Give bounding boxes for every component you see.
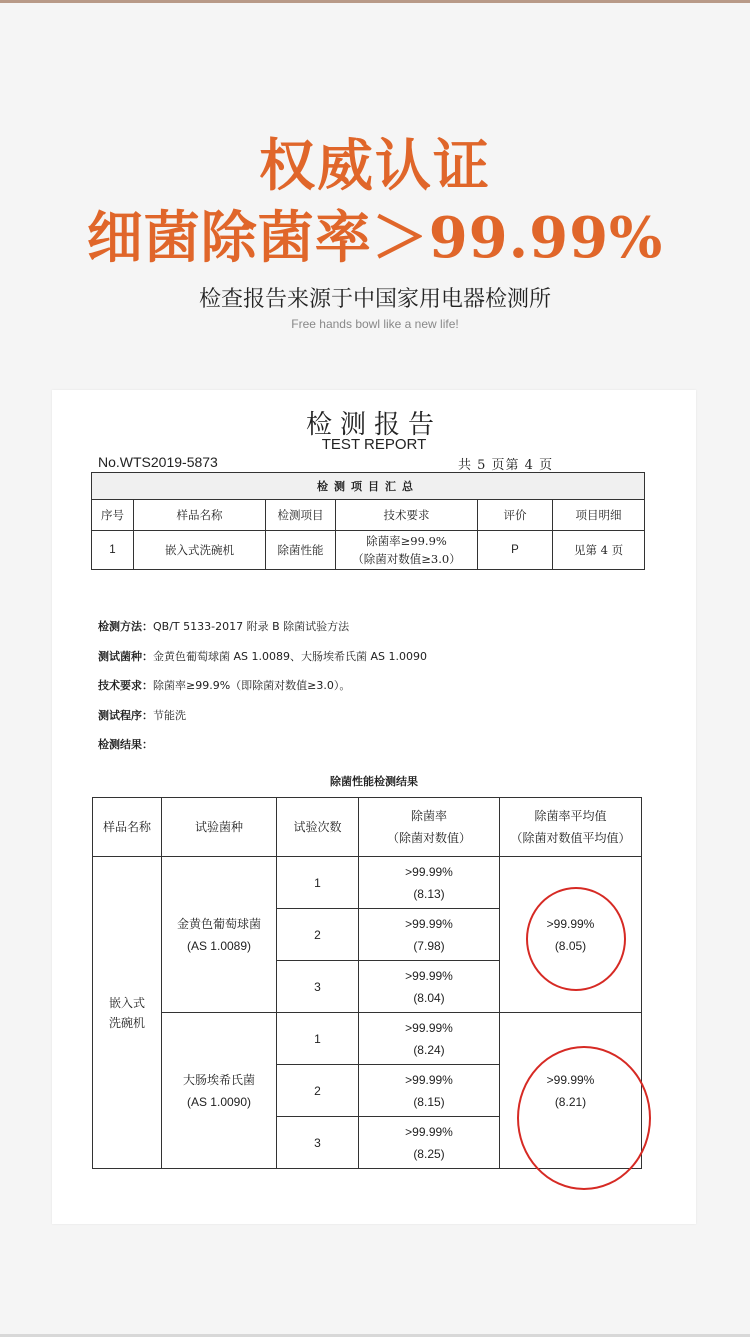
headline-authority: 权威认证 — [259, 133, 491, 199]
summary-detail: 见第 4 页 — [553, 531, 645, 570]
summary-sample: 嵌入式洗碗机 — [134, 531, 266, 570]
summary-evaluation: P — [478, 531, 553, 570]
trial-result — [359, 909, 500, 961]
tech-label: 技术要求： — [98, 679, 153, 692]
trial-result — [359, 1065, 500, 1117]
summary-table — [91, 472, 645, 570]
tagline: Free hands bowl like a new life! — [291, 317, 459, 331]
summary-requirement — [336, 531, 478, 570]
test-strain-line — [98, 648, 427, 664]
highlight-circle — [526, 887, 626, 991]
avg-log-header: （除菌对数值平均值） — [510, 831, 631, 845]
strain-name: 金黄色葡萄球菌 — [176, 916, 261, 931]
sample-name-cell: 嵌入式洗碗机 — [93, 857, 162, 1169]
column-header: 评价 — [478, 500, 553, 531]
trial-log: (8.15) — [413, 1094, 445, 1109]
column-header: 样品名称 — [134, 500, 266, 531]
column-header: 试验次数 — [277, 798, 359, 857]
strain-value: 金黄色葡萄球菌 AS 1.0089、大肠埃希氏菌 AS 1.0090 — [153, 650, 427, 663]
trial-rate: >99.99% — [405, 864, 453, 879]
strain-code: (AS 1.0089) — [186, 938, 252, 953]
average-log: (8.21) — [554, 1094, 587, 1109]
avg-header: 除菌率平均值 — [534, 809, 607, 823]
trial-no: 3 — [277, 1117, 359, 1169]
rate-header: 除菌率 — [410, 809, 447, 823]
method-value: QB/T 5133-2017 附录 B 除菌试验方法 — [153, 620, 350, 633]
report-source-subtitle: 检查报告来源于中国家用电器检测所 — [198, 287, 551, 312]
trial-log: (8.13) — [413, 886, 445, 901]
trial-log: (7.98) — [413, 938, 445, 953]
highlight-circle — [517, 1046, 651, 1190]
page-info: 共 5 页第 4 页 — [458, 458, 554, 473]
strain-label: 测试菌种： — [98, 650, 153, 663]
trial-rate: >99.99% — [405, 916, 453, 931]
trial-log: (8.24) — [413, 1042, 445, 1057]
strain-code: (AS 1.0090) — [186, 1094, 252, 1109]
trial-rate: >99.99% — [405, 968, 453, 983]
column-header: 样品名称 — [93, 798, 162, 857]
trial-log: (8.04) — [413, 990, 445, 1005]
column-header: 试验菌种 — [162, 798, 277, 857]
program-value: 节能洗 — [153, 709, 186, 722]
trial-log: (8.25) — [413, 1146, 445, 1161]
summary-no: 1 — [92, 531, 134, 570]
report-number: No.WTS2019-5873 — [98, 454, 218, 470]
top-divider — [0, 0, 750, 3]
test-method-line — [98, 618, 349, 634]
column-header: 检测项目 — [266, 500, 336, 531]
column-header: 项目明细 — [553, 500, 645, 531]
test-result-line — [98, 736, 153, 752]
column-header: 技术要求 — [336, 500, 478, 531]
trial-result — [359, 961, 500, 1013]
rate-log-header: （除菌对数值） — [386, 831, 471, 845]
average-rate: >99.99% — [546, 916, 595, 931]
trial-rate: >99.99% — [405, 1124, 453, 1139]
strain-cell — [162, 857, 277, 1013]
trial-no: 3 — [277, 961, 359, 1013]
column-header — [500, 798, 642, 857]
requirement-log: （除菌对数值≥3.0） — [352, 552, 461, 566]
test-program-line — [98, 707, 186, 723]
trial-result — [359, 1013, 500, 1065]
trial-no: 2 — [277, 909, 359, 961]
trial-rate: >99.99% — [405, 1072, 453, 1087]
result-label: 检测结果： — [98, 738, 153, 751]
average-log: (8.05) — [554, 938, 587, 953]
trial-no: 1 — [277, 1013, 359, 1065]
headline-removal-rate: 细菌除菌率＞99.99% — [86, 205, 664, 271]
report-title: 检测报告 — [305, 410, 442, 440]
column-header: 序号 — [92, 500, 134, 531]
trial-result — [359, 1117, 500, 1169]
average-rate: >99.99% — [546, 1072, 595, 1087]
report-title-en: TEST REPORT — [321, 436, 427, 453]
trial-rate: >99.99% — [405, 1020, 453, 1035]
strain-cell — [162, 1013, 277, 1169]
requirement-rate: 除菌率≥99.9% — [366, 534, 447, 548]
strain-name: 大肠埃希氏菌 — [182, 1072, 255, 1087]
program-label: 测试程序： — [98, 709, 153, 722]
test-report-document — [52, 390, 696, 1224]
results-caption: 除菌性能检测结果 — [330, 775, 418, 788]
tech-requirement-line — [98, 677, 350, 693]
tech-value: 除菌率≥99.9%（即除菌对数值≥3.0）。 — [153, 679, 351, 692]
trial-no: 1 — [277, 857, 359, 909]
column-header — [359, 798, 500, 857]
method-label: 检测方法： — [98, 620, 153, 633]
summary-item: 除菌性能 — [266, 531, 336, 570]
trial-result — [359, 857, 500, 909]
trial-no: 2 — [277, 1065, 359, 1117]
summary-heading: 检测项目汇总 — [92, 473, 645, 500]
